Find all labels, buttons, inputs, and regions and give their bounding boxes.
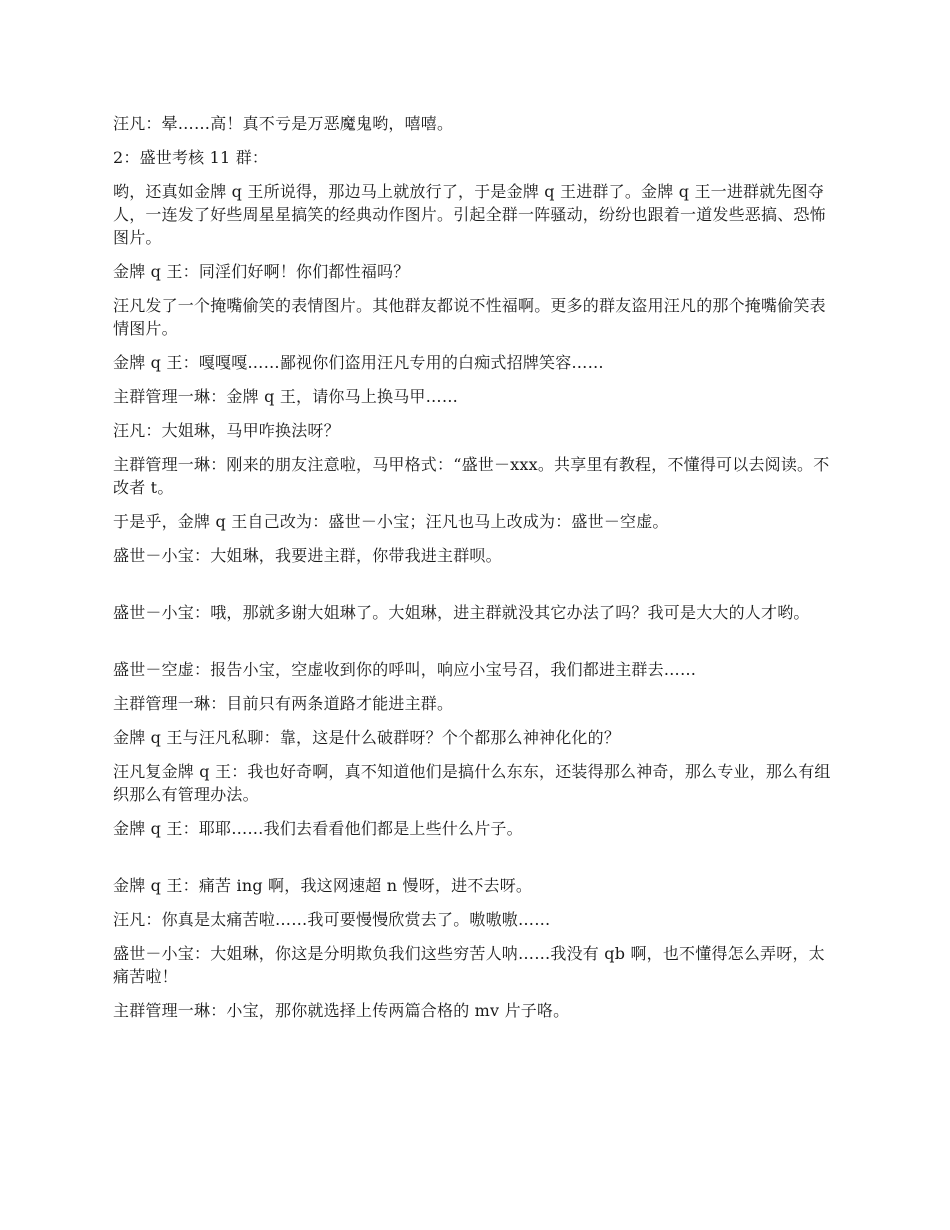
paragraph: 金牌 q 王：同淫们好啊！你们都性福吗？	[113, 262, 410, 281]
paragraph: 汪凡：你真是太痛苦啦……我可要慢慢欣赏去了。嗷嗷嗷……	[113, 910, 551, 929]
paragraph: 金牌 q 王与汪凡私聊：靠，这是什么破群呀？个个都那么神神化化的？	[113, 728, 621, 747]
paragraph: 盛世－小宝：大姐琳，你这是分明欺负我们这些穷苦人呐……我没有 qb 啊，也不懂得怎么弄呀，太痛苦啦！	[113, 944, 825, 986]
paragraph: 汪凡：大姐琳，马甲咋换法呀？	[113, 421, 340, 440]
paragraph: 主群管理一琳：刚来的朋友注意啦，马甲格式：“盛世－xxx。共享里有教程，不懂得可以去阅读。不改者 t。	[113, 455, 830, 497]
paragraph: 汪凡复金牌 q 王：我也好奇啊，真不知道他们是搞什么东东，还装得那么神奇，那么专业，那么有组织那么有管理办法。	[113, 762, 831, 804]
section-heading: 2：盛世考核 11 群：	[113, 148, 269, 167]
paragraph: 于是乎，金牌 q 王自己改为：盛世－小宝；汪凡也马上改成为：盛世－空虚。	[113, 512, 669, 531]
paragraph: 主群管理一琳：金牌 q 王，请你马上换马甲……	[113, 387, 459, 406]
paragraph: 盛世－小宝：大姐琳，我要进主群，你带我进主群呗。	[113, 546, 502, 565]
paragraph: 主群管理一琳：目前只有两条道路才能进主群。	[113, 694, 454, 713]
document-body	[113, 112, 838, 1033]
paragraph: 哟，还真如金牌 q 王所说得，那边马上就放行了，于是金牌 q 王进群了。金牌 q 王一进群就先图夺人，一连发了好些周星星搞笑的经典动作图片。引起全群一阵骚动，纷纷也跟着一道发些恶搞、恐怖图片。	[113, 182, 826, 247]
paragraph: 盛世－空虚：报告小宝，空虚收到你的呼叫，响应小宝号召，我们都进主群去……	[113, 660, 697, 679]
paragraph: 金牌 q 王：耶耶……我们去看看他们都是上些什么片子。	[113, 819, 523, 838]
paragraph: 金牌 q 王：嘎嘎嘎……鄙视你们盗用汪凡专用的白痴式招牌笑容……	[113, 353, 604, 372]
paragraph: 汪凡：晕……高！真不亏是万恶魔鬼哟，嘻嘻。	[113, 114, 454, 133]
paragraph: 盛世－小宝：哦，那就多谢大姐琳了。大姐琳，进主群就没其它办法了吗？我可是大大的人才哟。	[113, 603, 810, 622]
paragraph: 金牌 q 王：痛苦 ing 啊，我这网速超 n 慢呀，进不去呀。	[113, 876, 533, 895]
paragraph: 主群管理一琳：小宝，那你就选择上传两篇合格的 mv 片子咯。	[113, 1001, 570, 1020]
paragraph: 汪凡发了一个掩嘴偷笑的表情图片。其他群友都说不性福啊。更多的群友盗用汪凡的那个掩嘴偷笑表情图片。	[113, 296, 826, 338]
